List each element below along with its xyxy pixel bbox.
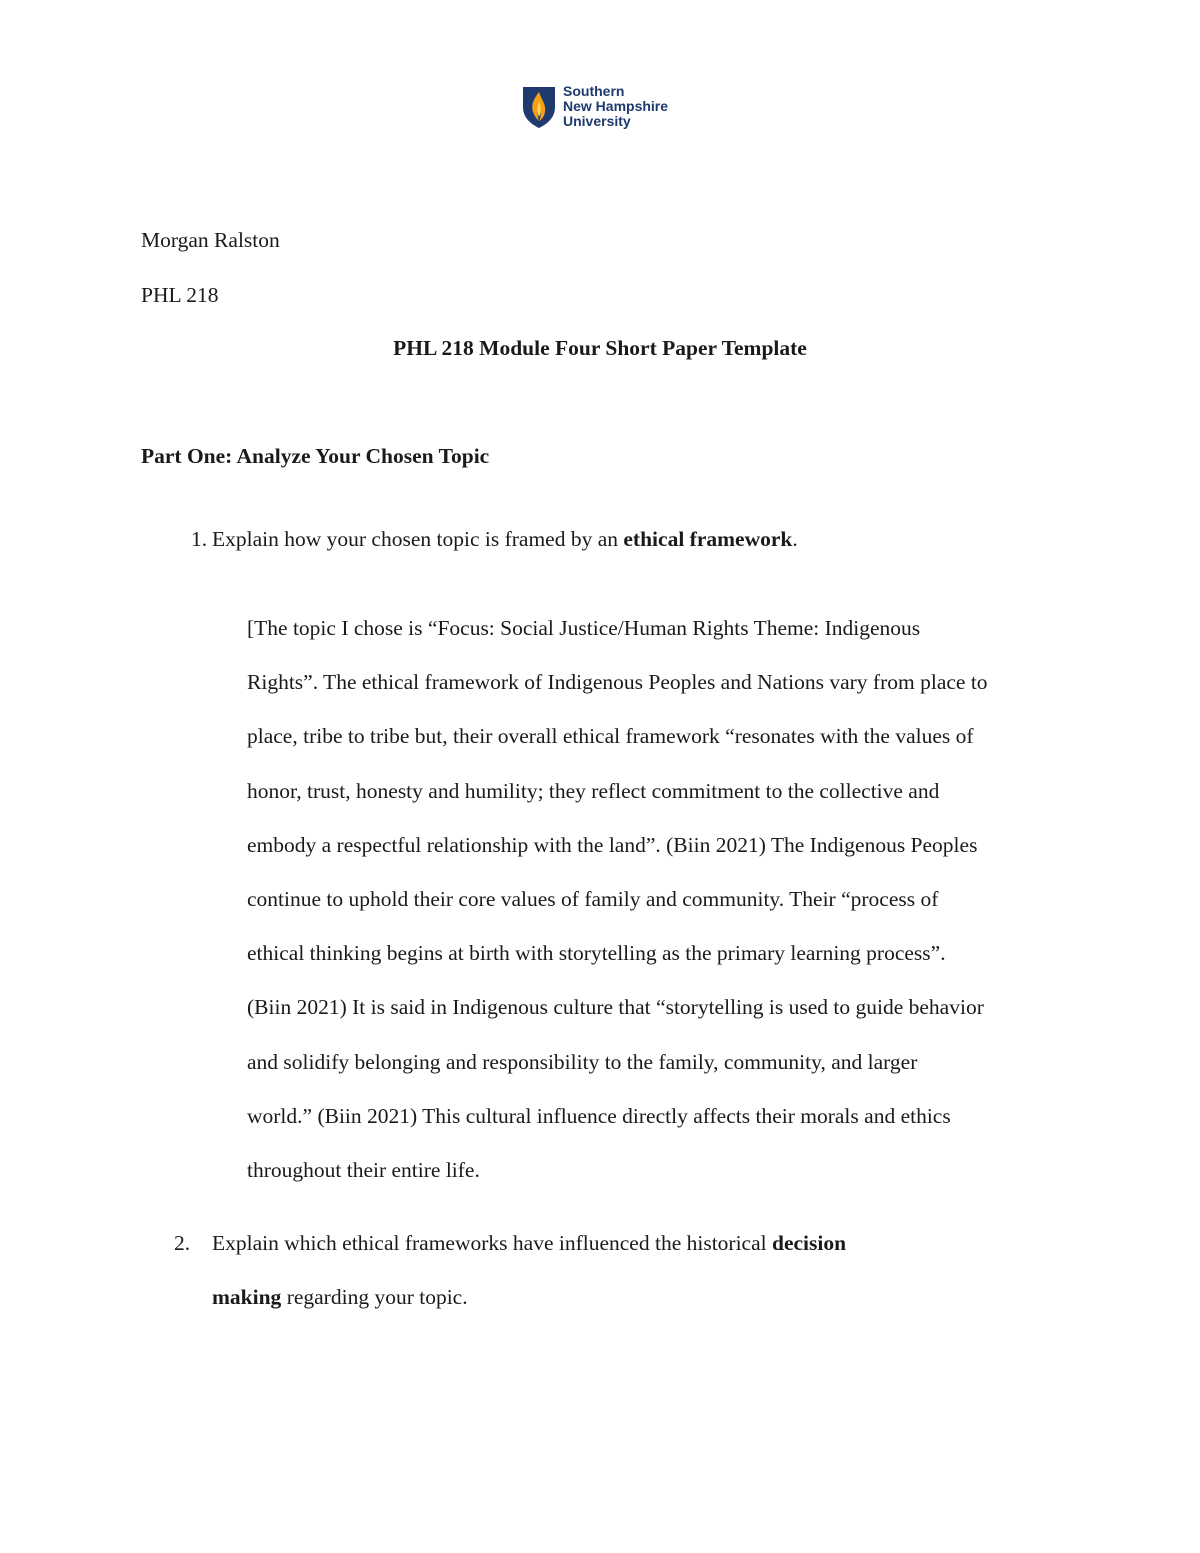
answer-line: throughout their entire life. [247,1157,480,1182]
answer-line: and solidify belonging and responsibility to the family, community, and larger [247,1049,918,1074]
logo-line-1: Southern [563,83,625,99]
document-title: PHL 218 Module Four Short Paper Template [393,336,807,360]
answer-line: ethical thinking begins at birth with storytelling as the primary learning process”. [247,941,946,966]
q2-text-after: regarding your topic. [281,1285,468,1309]
part-one-heading: Part One: Analyze Your Chosen Topic [141,444,490,468]
answer-line: (Biin 2021) It is said in Indigenous culture that “storytelling is used to guide behavior [247,995,984,1020]
q2-bold-term-2: making [212,1285,282,1309]
q1-text-before: Explain how your chosen topic is framed by an [212,527,624,551]
answer-line: [The topic I chose is “Focus: Social Justice/Human Rights Theme: Indigenous [247,616,921,640]
question-1-text [212,527,798,552]
logo-line-2: New Hampshire [563,98,669,114]
answer-line: embody a respectful relationship with the land”. (Biin 2021) The Indigenous Peoples [247,832,978,857]
university-logo [521,84,668,129]
question-2-text-line-2 [212,1285,468,1310]
answer-line: Rights”. The ethical framework of Indigenous Peoples and Nations vary from place to [247,670,988,695]
q2-text-before: Explain which ethical frameworks have influenced the historical [212,1231,772,1255]
q1-bold-term: ethical framework [623,527,793,551]
q1-text-after: . [792,527,798,551]
question-1-number: 1. [191,527,208,551]
answer-line: continue to uphold their core values of family and community. Their “process of [247,886,939,911]
q2-bold-term-1: decision [772,1231,847,1255]
logo-line-3: University [563,113,631,129]
answer-line: world.” (Biin 2021) This cultural influence directly affects their morals and ethics [247,1103,951,1128]
question-2-number: 2. [174,1231,191,1255]
answer-line: honor, trust, honesty and humility; they reflect commitment to the collective and [247,778,940,803]
answer-line: place, tribe to tribe but, their overall ethical framework “resonates with the values of [247,724,974,749]
shield-flame-icon [521,85,557,129]
answer-1-paragraph [247,601,1077,1197]
logo-wordmark [563,84,668,129]
question-2-text-line-1 [212,1231,846,1256]
author-name: Morgan Ralston [141,228,280,252]
course-code: PHL 218 [141,283,219,307]
